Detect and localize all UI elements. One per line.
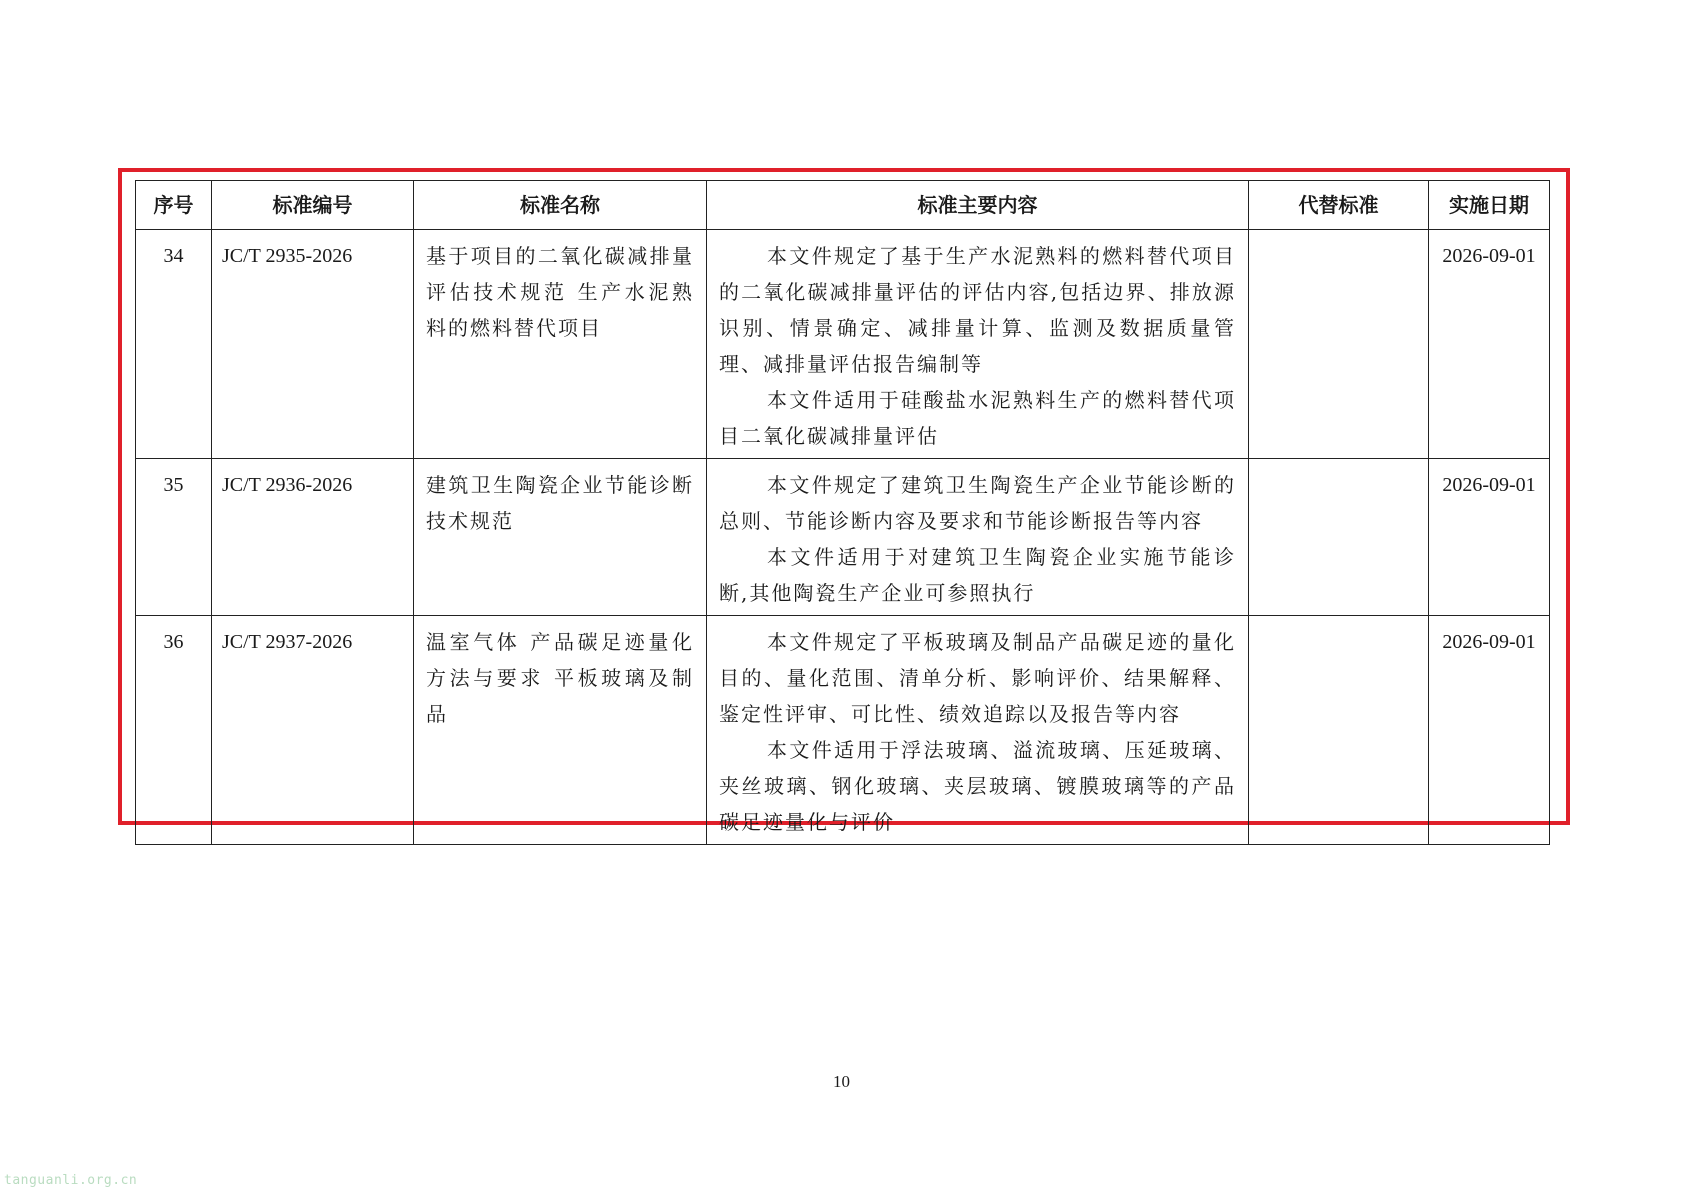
row-code: JC/T 2936-2026	[212, 459, 414, 616]
standards-table	[135, 180, 1550, 845]
header-date: 实施日期	[1429, 181, 1550, 230]
row-seq: 34	[136, 230, 212, 459]
page-number: 10	[833, 1072, 850, 1091]
row-seq: 36	[136, 616, 212, 845]
content-paragraph: 本文件适用于对建筑卫生陶瓷企业实施节能诊断,其他陶瓷生产企业可参照执行	[719, 545, 1236, 605]
row-code: JC/T 2935-2026	[212, 230, 414, 459]
content-paragraph: 本文件规定了平板玻璃及制品产品碳足迹的量化目的、量化范围、清单分析、影响评价、结果解释、鉴定性评审、可比性、绩效追踪以及报告等内容	[719, 630, 1236, 726]
row-content	[707, 230, 1249, 459]
content-paragraph: 本文件适用于硅酸盐水泥熟料生产的燃料替代项目二氧化碳减排量评估	[719, 388, 1236, 448]
table-header-row	[136, 181, 1550, 230]
header-code: 标准编号	[212, 181, 414, 230]
table-row	[136, 616, 1550, 845]
row-seq: 35	[136, 459, 212, 616]
row-date: 2026-09-01	[1429, 230, 1550, 459]
content-paragraph: 本文件规定了基于生产水泥熟料的燃料替代项目的二氧化碳减排量评估的评估内容,包括边界、排放源识别、情景确定、减排量计算、监测及数据质量管理、减排量评估报告编制等	[719, 244, 1236, 376]
header-name: 标准名称	[414, 181, 707, 230]
row-date: 2026-09-01	[1429, 459, 1550, 616]
row-replaces	[1249, 616, 1429, 845]
row-content	[707, 459, 1249, 616]
row-content	[707, 616, 1249, 845]
row-code: JC/T 2937-2026	[212, 616, 414, 845]
row-name: 基于项目的二氧化碳减排量评估技术规范 生产水泥熟料的燃料替代项目	[414, 230, 707, 459]
row-name: 建筑卫生陶瓷企业节能诊断技术规范	[414, 459, 707, 616]
header-replaces: 代替标准	[1249, 181, 1429, 230]
row-replaces	[1249, 459, 1429, 616]
row-name: 温室气体 产品碳足迹量化方法与要求 平板玻璃及制品	[414, 616, 707, 845]
row-replaces	[1249, 230, 1429, 459]
row-date: 2026-09-01	[1429, 616, 1550, 845]
header-content: 标准主要内容	[707, 181, 1249, 230]
table-row	[136, 459, 1550, 616]
table-row	[136, 230, 1550, 459]
content-paragraph: 本文件适用于浮法玻璃、溢流玻璃、压延玻璃、夹丝玻璃、钢化玻璃、夹层玻璃、镀膜玻璃等的产品碳足迹量化与评价	[719, 738, 1236, 834]
content-paragraph: 本文件规定了建筑卫生陶瓷生产企业节能诊断的总则、节能诊断内容及要求和节能诊断报告等内容	[719, 473, 1236, 533]
header-seq: 序号	[136, 181, 212, 230]
watermark-text: tanguanli.org.cn	[4, 1173, 138, 1188]
